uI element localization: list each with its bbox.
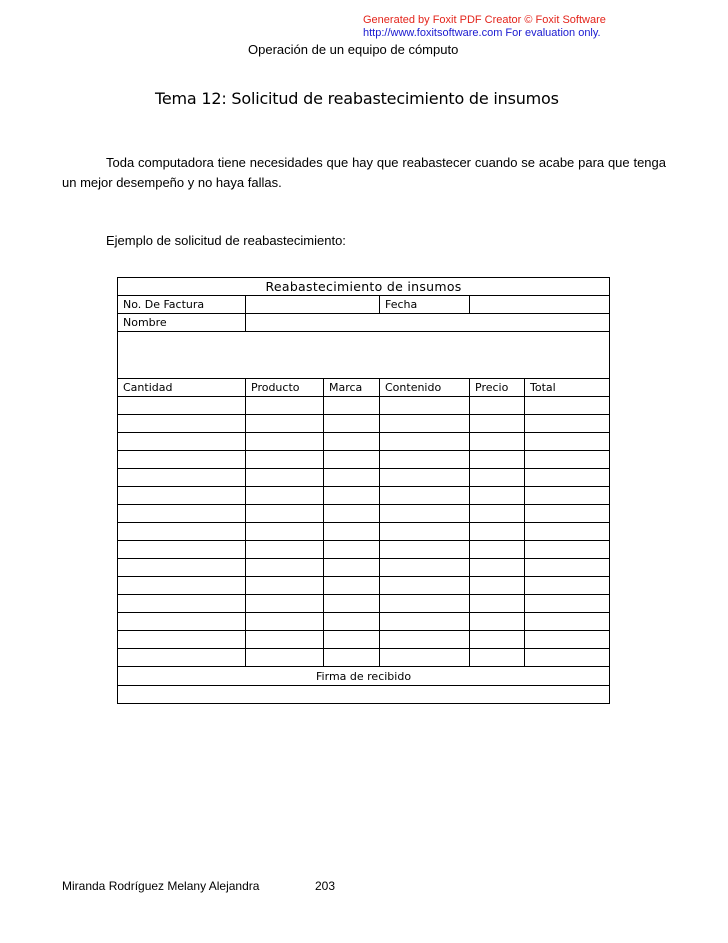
item-cell	[324, 469, 380, 487]
item-cell	[470, 415, 525, 433]
column-header-marca: Marca	[324, 379, 380, 397]
item-cell	[118, 451, 246, 469]
item-cell	[324, 631, 380, 649]
watermark-line-2: http://www.foxitsoftware.com For evaluation only.	[363, 27, 601, 39]
item-cell	[118, 577, 246, 595]
item-cell	[118, 541, 246, 559]
item-cell	[525, 505, 610, 523]
item-row	[118, 595, 610, 613]
blank-area	[118, 332, 610, 379]
item-row	[118, 613, 610, 631]
item-cell	[246, 505, 324, 523]
item-cell	[246, 397, 324, 415]
item-cell	[324, 577, 380, 595]
item-cell	[470, 631, 525, 649]
item-cell	[118, 595, 246, 613]
item-cell	[246, 595, 324, 613]
item-cell	[324, 541, 380, 559]
item-row	[118, 433, 610, 451]
page-number: 203	[315, 879, 336, 893]
item-cell	[525, 397, 610, 415]
supply-request-form	[117, 277, 610, 704]
item-cell	[246, 523, 324, 541]
item-row	[118, 649, 610, 667]
item-cell	[470, 523, 525, 541]
item-cell	[246, 613, 324, 631]
item-cell	[470, 451, 525, 469]
item-cell	[380, 469, 470, 487]
item-cell	[324, 595, 380, 613]
item-cell	[525, 523, 610, 541]
item-cell	[246, 487, 324, 505]
column-header-total: Total	[525, 379, 610, 397]
item-cell	[380, 541, 470, 559]
item-cell	[324, 451, 380, 469]
item-cell	[525, 577, 610, 595]
item-cell	[525, 595, 610, 613]
item-cell	[525, 559, 610, 577]
item-cell	[324, 649, 380, 667]
item-cell	[246, 559, 324, 577]
item-cell	[118, 487, 246, 505]
item-cell	[380, 577, 470, 595]
item-row	[118, 469, 610, 487]
item-cell	[380, 649, 470, 667]
item-cell	[246, 469, 324, 487]
item-cell	[246, 541, 324, 559]
item-cell	[525, 631, 610, 649]
item-cell	[380, 523, 470, 541]
example-label: Ejemplo de solicitud de reabastecimiento:	[106, 233, 346, 248]
firma-signature-cell	[118, 686, 610, 704]
item-cell	[324, 559, 380, 577]
item-cell	[470, 649, 525, 667]
item-cell	[525, 415, 610, 433]
item-cell	[118, 559, 246, 577]
item-cell	[246, 631, 324, 649]
item-row	[118, 487, 610, 505]
item-cell	[380, 631, 470, 649]
page-title: Tema 12: Solicitud de reabastecimiento de insumos	[155, 89, 559, 108]
item-cell	[525, 433, 610, 451]
item-cell	[380, 613, 470, 631]
item-cell	[525, 451, 610, 469]
item-cell	[525, 487, 610, 505]
item-cell	[470, 433, 525, 451]
column-header-precio: Precio	[470, 379, 525, 397]
item-row	[118, 451, 610, 469]
footer-author: Miranda Rodríguez Melany Alejandra	[62, 879, 260, 893]
item-cell	[324, 433, 380, 451]
intro-paragraph: Toda computadora tiene necesidades que hay que reabastecer cuando se acabe para que tenga un mejor desempeño y no haya fallas.	[62, 155, 666, 190]
item-cell	[470, 487, 525, 505]
item-cell	[324, 505, 380, 523]
item-cell	[246, 451, 324, 469]
item-cell	[380, 595, 470, 613]
item-row	[118, 397, 610, 415]
page-header: Operación de un equipo de cómputo	[248, 42, 459, 57]
item-cell	[118, 433, 246, 451]
item-cell	[324, 523, 380, 541]
item-row	[118, 415, 610, 433]
column-header-producto: Producto	[246, 379, 324, 397]
watermark-line-1: Generated by Foxit PDF Creator © Foxit Software	[363, 14, 606, 26]
form-title: Reabastecimiento de insumos	[118, 278, 610, 296]
column-header-contenido: Contenido	[380, 379, 470, 397]
item-cell	[380, 451, 470, 469]
item-cell	[246, 649, 324, 667]
factura-label: No. De Factura	[118, 296, 246, 314]
firma-label: Firma de recibido	[118, 667, 610, 686]
item-cell	[470, 505, 525, 523]
factura-value-cell	[246, 296, 380, 314]
item-row	[118, 541, 610, 559]
item-row	[118, 559, 610, 577]
nombre-value-cell	[246, 314, 610, 332]
item-cell	[525, 649, 610, 667]
fecha-label: Fecha	[380, 296, 470, 314]
column-header-cantidad: Cantidad	[118, 379, 246, 397]
item-cell	[324, 487, 380, 505]
item-cell	[118, 505, 246, 523]
item-cell	[118, 397, 246, 415]
item-cell	[246, 433, 324, 451]
item-cell	[470, 577, 525, 595]
item-cell	[380, 433, 470, 451]
item-cell	[470, 541, 525, 559]
item-cell	[246, 415, 324, 433]
item-cell	[525, 613, 610, 631]
item-cell	[118, 415, 246, 433]
item-row	[118, 505, 610, 523]
item-cell	[525, 469, 610, 487]
item-cell	[470, 469, 525, 487]
fecha-value-cell	[470, 296, 610, 314]
item-cell	[118, 631, 246, 649]
item-cell	[380, 559, 470, 577]
item-cell	[118, 649, 246, 667]
item-cell	[380, 487, 470, 505]
item-cell	[118, 523, 246, 541]
column-header-row	[118, 379, 610, 397]
item-cell	[470, 559, 525, 577]
item-row	[118, 523, 610, 541]
item-cell	[380, 415, 470, 433]
item-row	[118, 631, 610, 649]
item-cell	[525, 541, 610, 559]
item-cell	[324, 613, 380, 631]
item-cell	[380, 505, 470, 523]
item-cell	[470, 613, 525, 631]
item-cell	[470, 595, 525, 613]
item-cell	[118, 469, 246, 487]
item-cell	[324, 397, 380, 415]
nombre-label: Nombre	[118, 314, 246, 332]
item-cell	[380, 397, 470, 415]
item-cell	[324, 415, 380, 433]
item-cell	[118, 613, 246, 631]
item-cell	[470, 397, 525, 415]
item-row	[118, 577, 610, 595]
item-cell	[246, 577, 324, 595]
